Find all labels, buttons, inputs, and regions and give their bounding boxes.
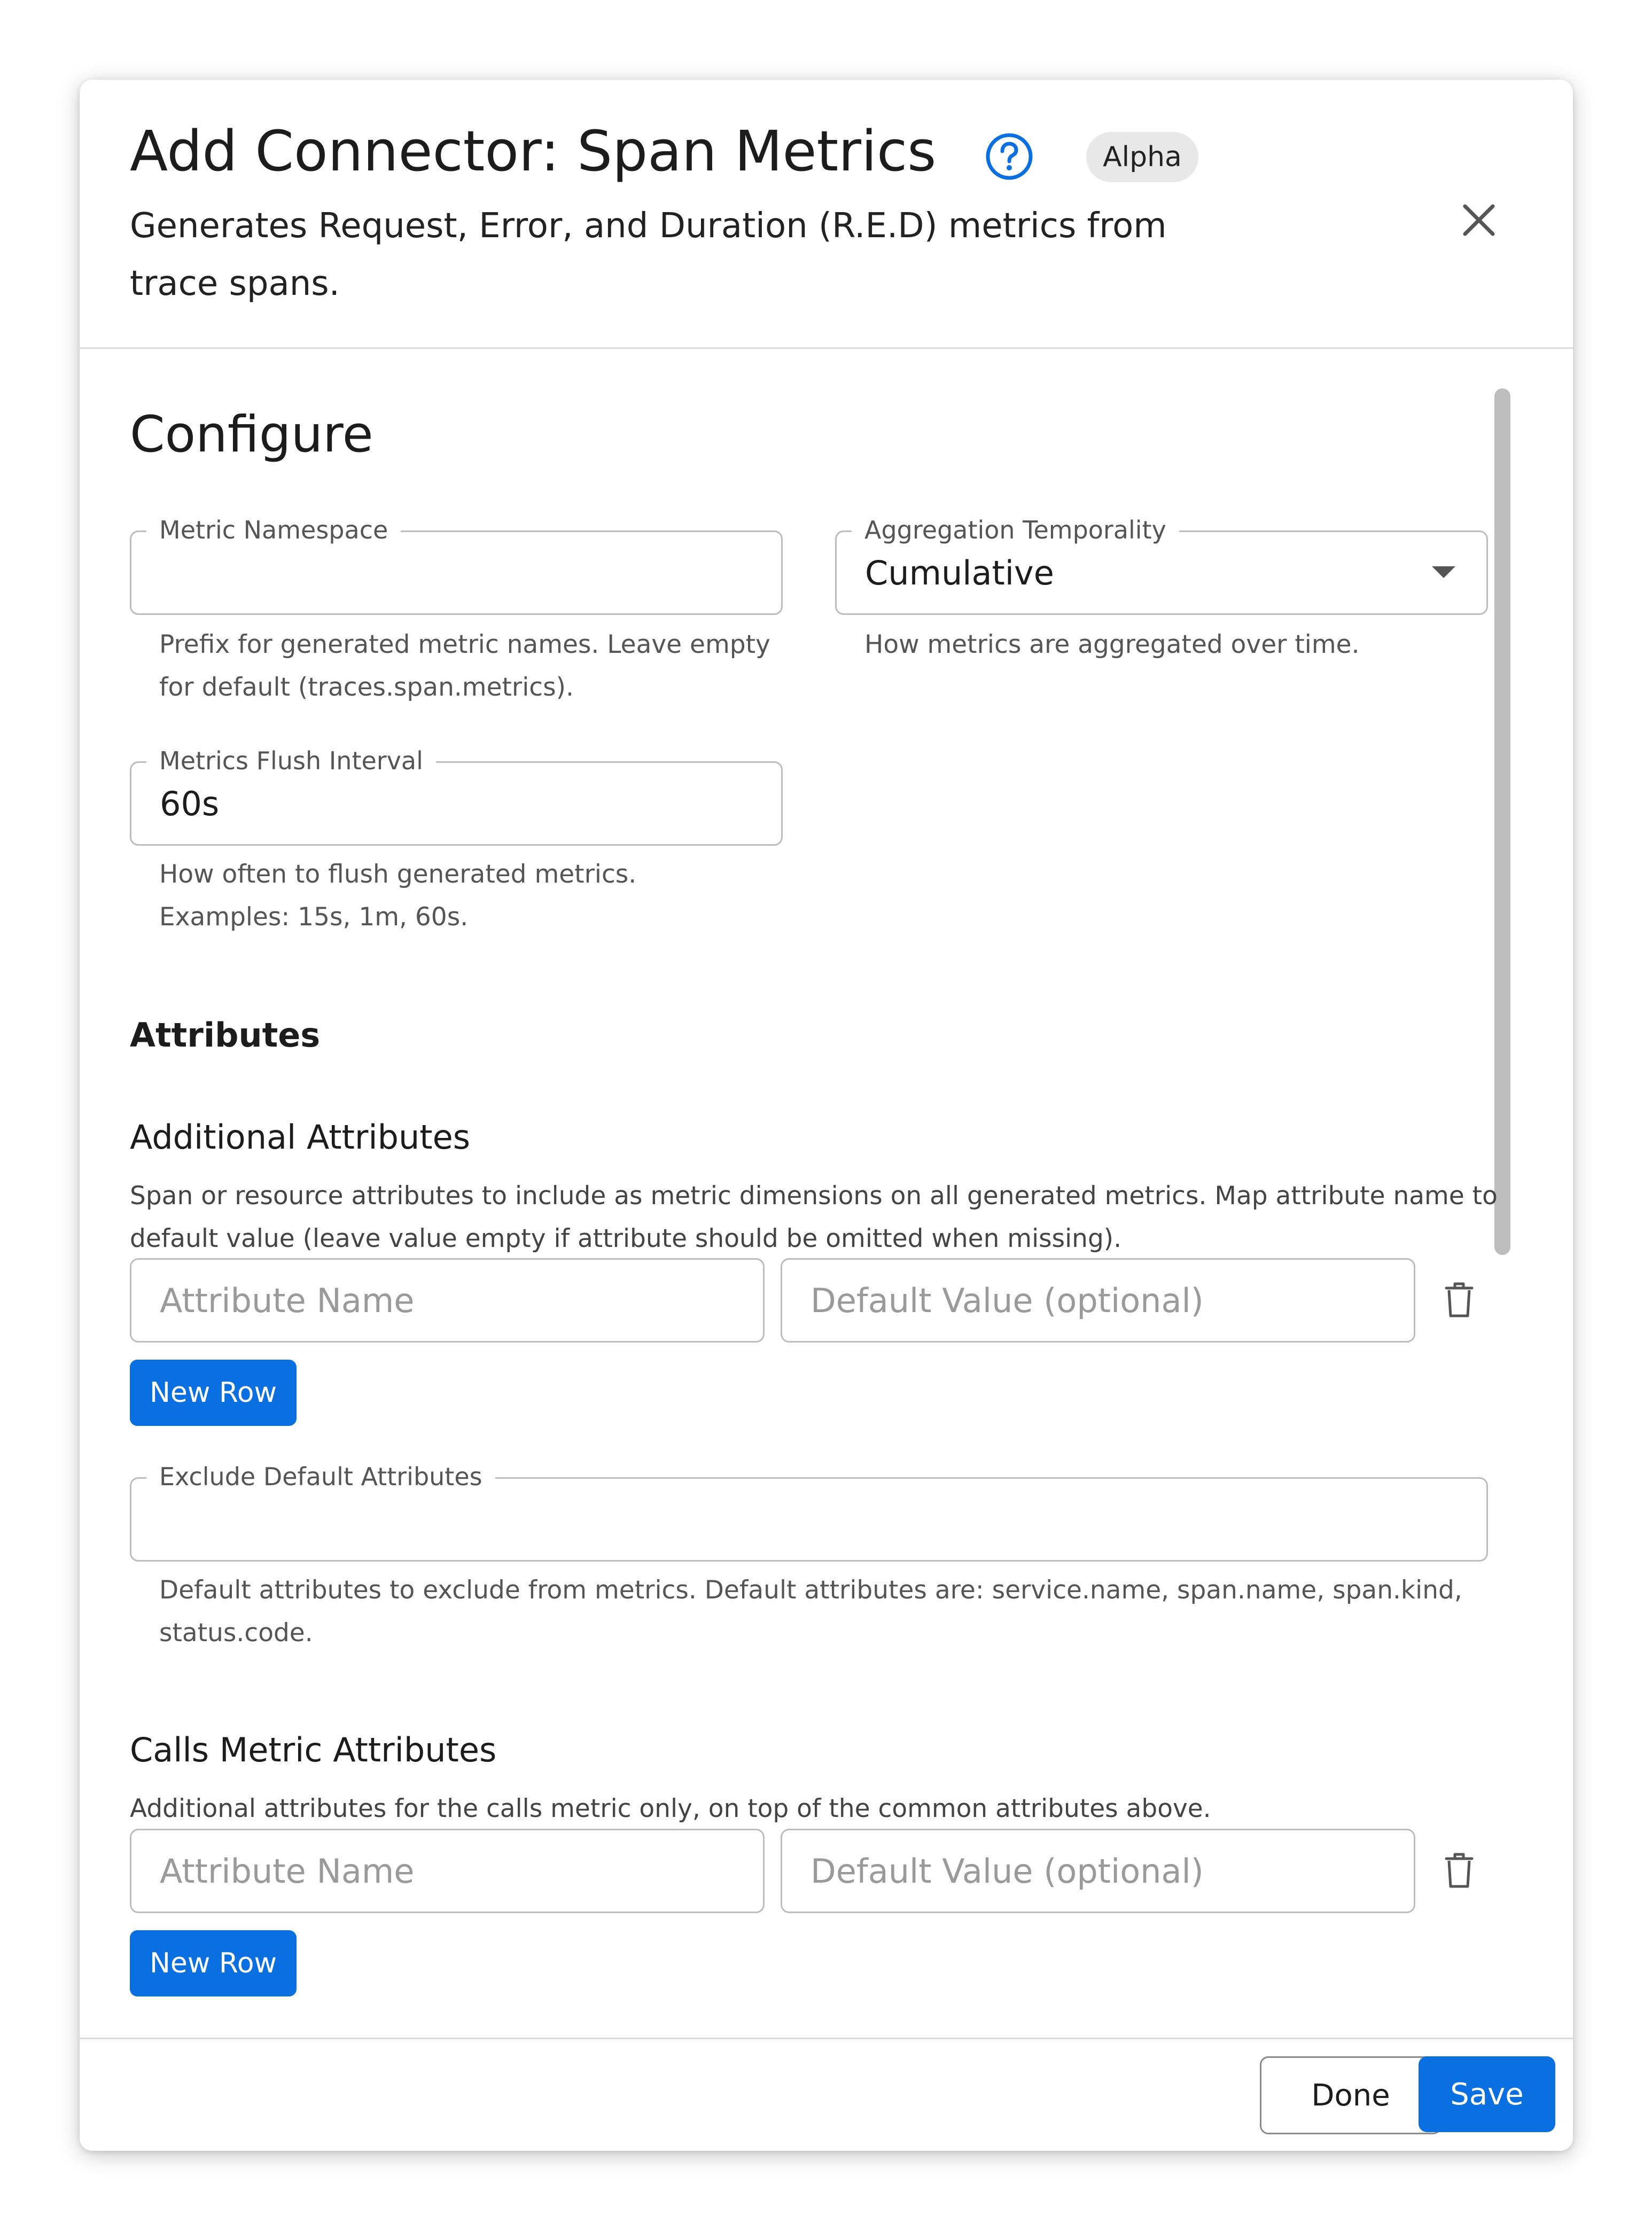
additional-new-row-button[interactable]: New Row bbox=[130, 1360, 297, 1426]
exclude-default-attributes-helper: Default attributes to exclude from metrics. Default attributes are: service.name, span.name, span.kind, status.code. bbox=[159, 1575, 1462, 1648]
dialog-title: Add Connector: Span Metrics bbox=[130, 119, 937, 184]
calls-attribute-name-input[interactable] bbox=[130, 1829, 765, 1913]
exclude-default-attributes-label: Exclude Default Attributes bbox=[146, 1464, 495, 1489]
help-circle-icon[interactable] bbox=[985, 132, 1034, 181]
done-button[interactable]: Done bbox=[1260, 2056, 1441, 2134]
scrollbar-thumb[interactable] bbox=[1494, 388, 1510, 1255]
metrics-flush-interval-examples: Examples: 15s, 1m, 60s. bbox=[159, 902, 469, 932]
additional-default-value-input[interactable] bbox=[781, 1258, 1415, 1343]
trash-icon[interactable] bbox=[1441, 1280, 1477, 1320]
calls-default-value-input[interactable] bbox=[781, 1829, 1415, 1913]
header-divider bbox=[80, 347, 1573, 349]
footer-divider bbox=[80, 2038, 1573, 2039]
attributes-heading: Attributes bbox=[130, 1016, 321, 1055]
dialog-subtitle: Generates Request, Error, and Duration (R.E.D) metrics from trace spans. bbox=[130, 206, 1167, 303]
metrics-flush-interval-value: 60s bbox=[160, 784, 220, 823]
additional-attributes-description: Span or resource attributes to include as metric dimensions on all generated metrics. Map attribute name to default value (leave value empty if attribute should be omitted when missing). bbox=[130, 1181, 1498, 1253]
add-connector-dialog bbox=[80, 80, 1573, 2151]
calls-new-row-button[interactable]: New Row bbox=[130, 1930, 297, 1996]
calls-metric-attributes-heading: Calls Metric Attributes bbox=[130, 1730, 497, 1769]
aggregation-temporality-helper: How metrics are aggregated over time. bbox=[864, 630, 1360, 659]
close-icon[interactable] bbox=[1451, 192, 1507, 248]
default-value-placeholder: Default Value (optional) bbox=[811, 1852, 1204, 1891]
aggregation-temporality-label: Aggregation Temporality bbox=[852, 518, 1179, 542]
trash-icon[interactable] bbox=[1441, 1851, 1477, 1890]
metrics-flush-interval-label: Metrics Flush Interval bbox=[146, 748, 436, 773]
metric-namespace-label: Metric Namespace bbox=[146, 518, 401, 542]
save-button[interactable]: Save bbox=[1419, 2056, 1555, 2132]
aggregation-temporality-value: Cumulative bbox=[865, 553, 1054, 592]
metrics-flush-interval-helper: How often to flush generated metrics. bbox=[159, 860, 637, 889]
additional-attributes-heading: Additional Attributes bbox=[130, 1118, 471, 1157]
configure-heading: Configure bbox=[130, 405, 373, 464]
alpha-badge: Alpha bbox=[1086, 132, 1198, 182]
default-value-placeholder: Default Value (optional) bbox=[811, 1281, 1204, 1320]
attribute-name-placeholder: Attribute Name bbox=[160, 1281, 415, 1320]
metric-namespace-helper: Prefix for generated metric names. Leave empty for default (traces.span.metrics). bbox=[159, 630, 770, 702]
calls-metric-attributes-description: Additional attributes for the calls metric only, on top of the common attributes above. bbox=[130, 1794, 1211, 1823]
additional-attribute-name-input[interactable] bbox=[130, 1258, 765, 1343]
dropdown-arrow-icon bbox=[1432, 566, 1455, 580]
attribute-name-placeholder: Attribute Name bbox=[160, 1852, 415, 1891]
